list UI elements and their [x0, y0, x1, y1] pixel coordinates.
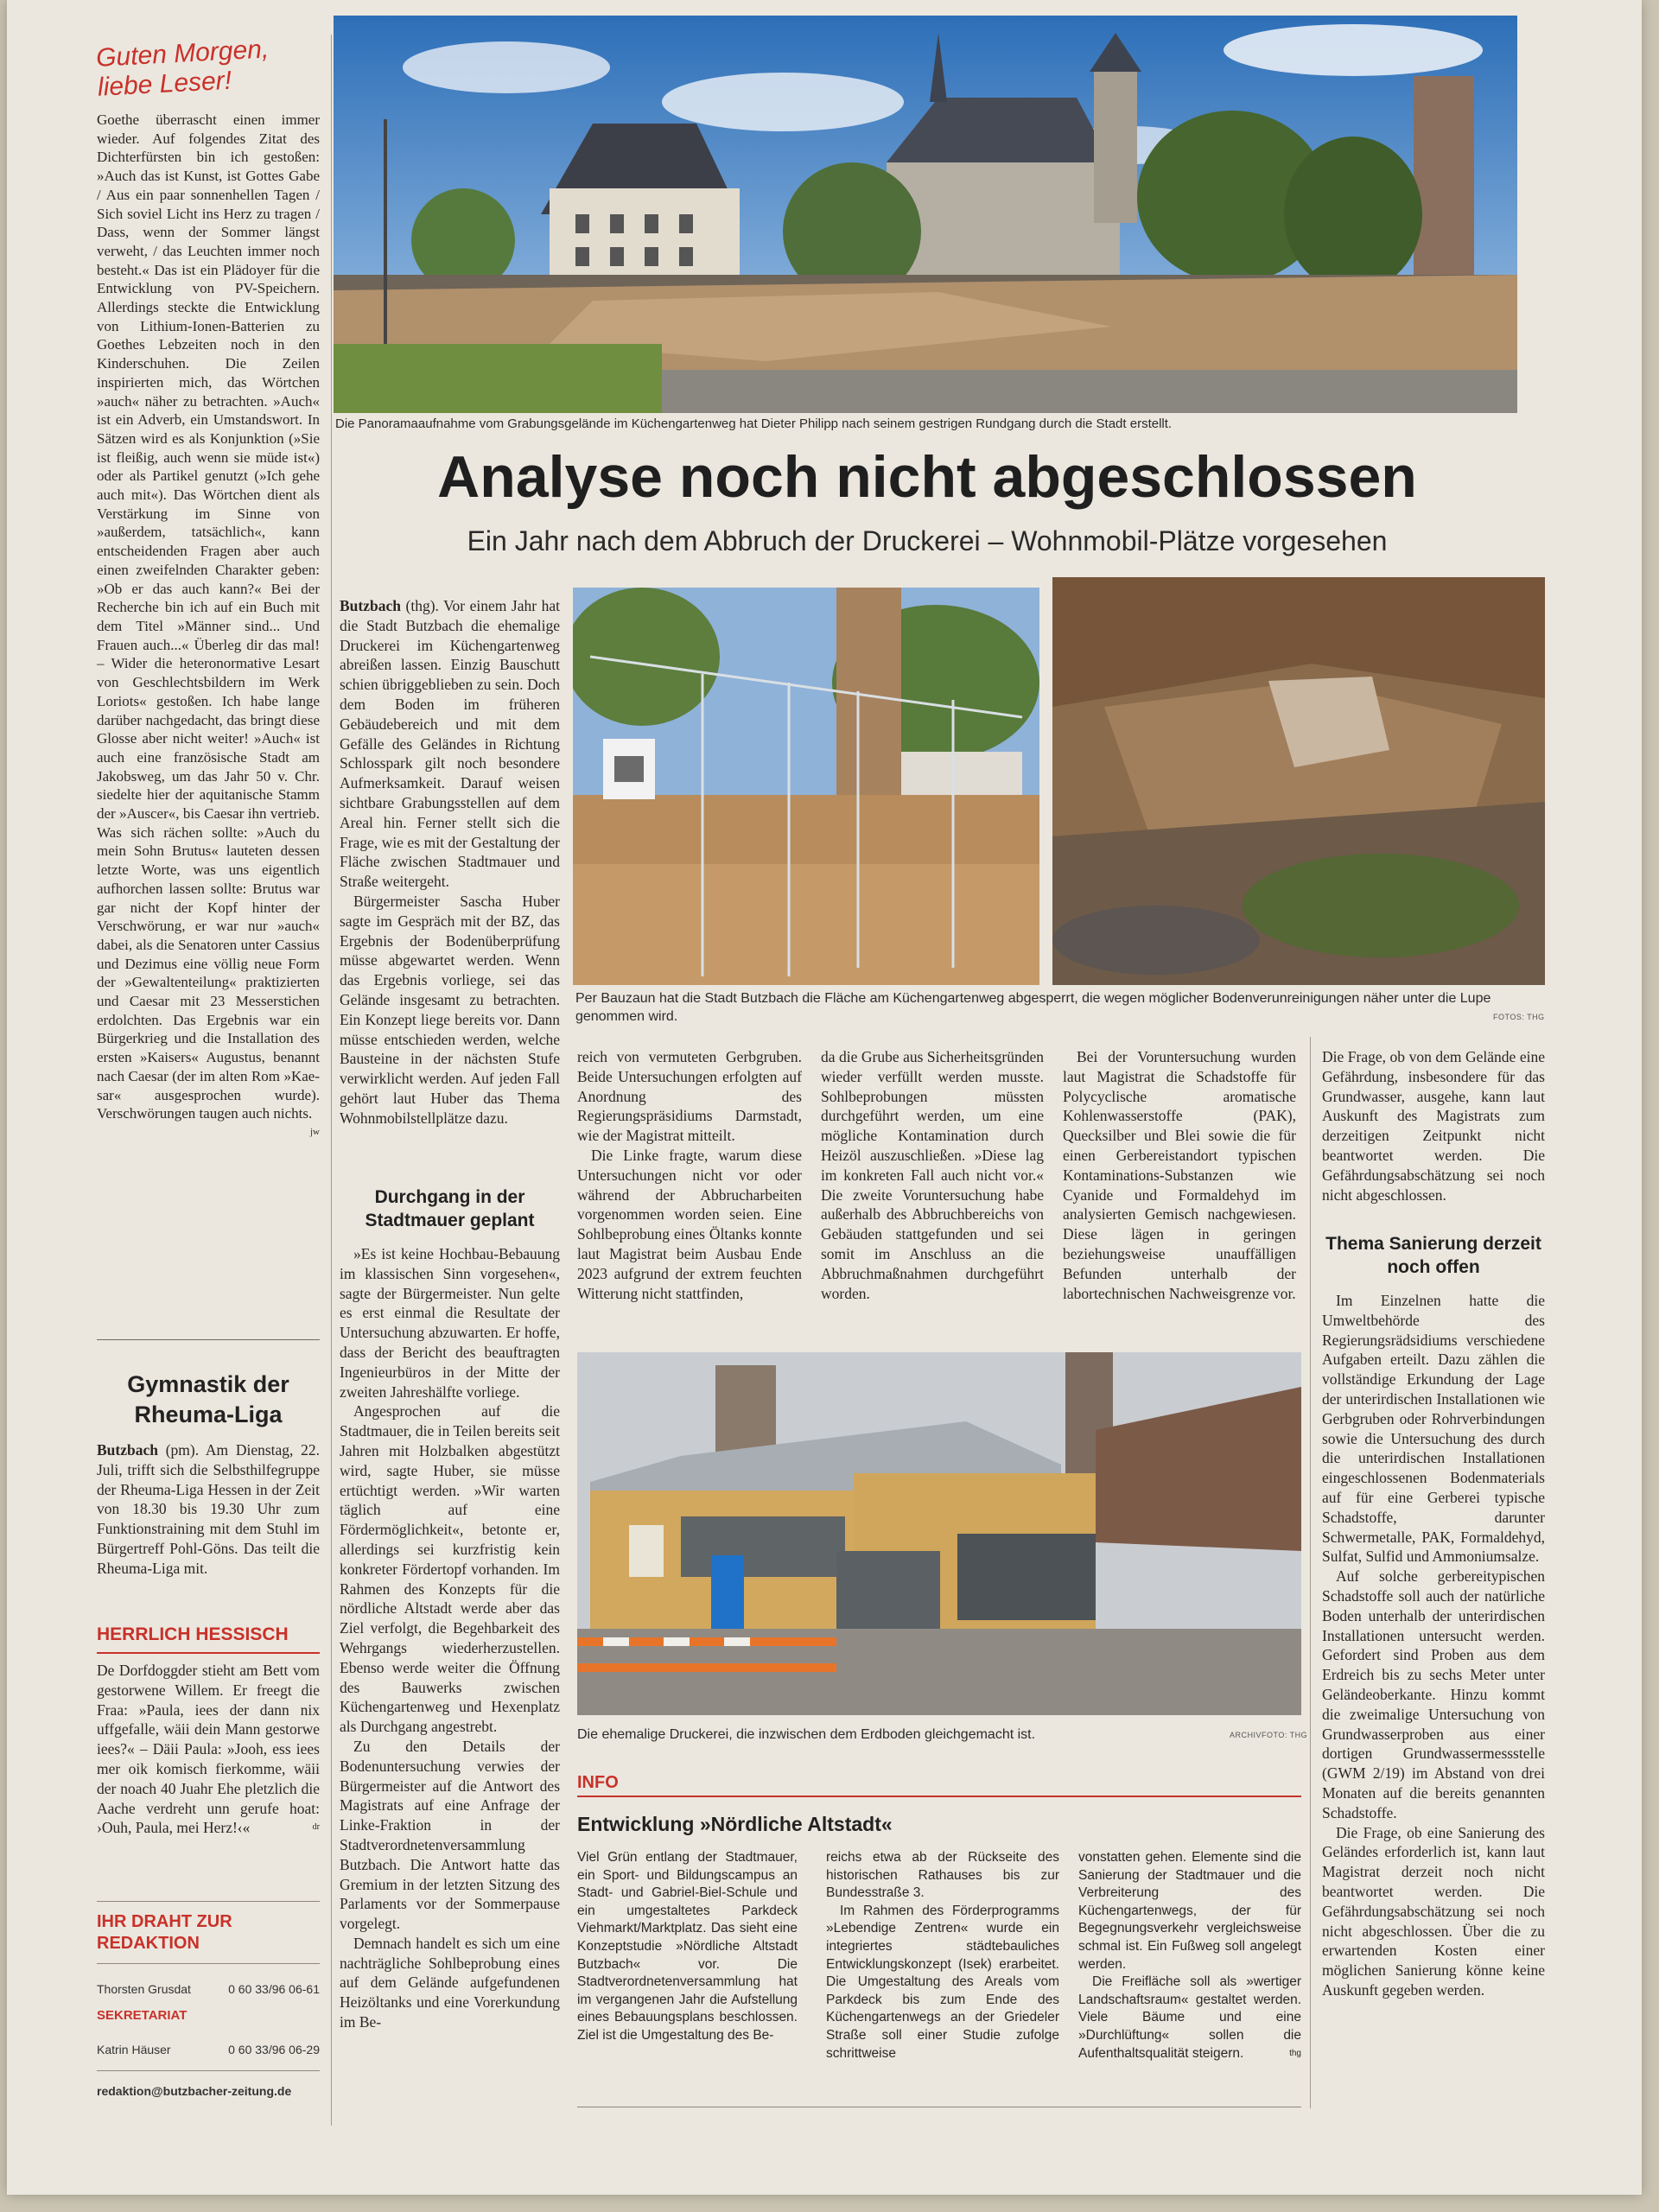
- gymnastik-headline: Gymnastik der Rheuma-Liga: [127, 1371, 289, 1427]
- subheading-durchgang: Durchgang in der Stadtmauer geplant: [365, 1187, 535, 1230]
- info-col-2: reichs etwa ab der Rückseite des historischen Rathauses bis zur Bundesstraße 3. Im Rahmen des Förderprogramms »Lebendige Zentren« wurde ein integriertes städtebauliches Entwicklungskonzept (Isek) erarbeitet. Die Umgestaltung des Areals vom Parkdeck bis zum Ende des Küchengartenwegs an der Griedeler Straße soll einer Studie zufolge schrittweise: [826, 1850, 1059, 2061]
- kontakt-email[interactable]: redaktion@butzbacher-zeitung.de: [97, 2084, 292, 2098]
- article-col-4: Bei der Voruntersuchung wurden laut Magistrat die Schadstoffe für Polycyclische aromatische Kohlenwasserstoffe (PAK), Quecksilber und Blei sowie die für einen Gerbereistandort typischen Kontaminations-Substanzen wie Cyanide und Formaldehyd im analysierten Gemisch nachgewiesen. Diese lägen in geringen beziehungsweise unauffälligen Befunden unterhalb der labortechnischen Nachweisgrenze vor.: [1063, 1048, 1296, 1302]
- bottom-credit: ARCHIVFOTO: THG: [1230, 1731, 1308, 1739]
- info-col-3: vonstatten gehen. Elemente sind die Sanierung der Stadtmauer und die Verbreiterung des Küchengartenwegs, der für Begegnungsverkehr vergleichsweise schmal ist. Ein Fußweg soll angelegt werden. Die Freifläche soll als »wertiger Landschaftsraum« gestaltet werden. Viele Bäume und eine »Durchlüftung« sollen die Aufenthaltsqualität steigern. thg: [1078, 1850, 1301, 2061]
- kontakt-label: IHR DRAHT ZUR REDAKTION: [97, 1912, 232, 1953]
- mid-caption: Per Bauzaun hat die Stadt Butzbach die Fläche am Küchengartenweg abgesperrt, die wegen möglicher Bodenverunreinigungen näher unter die Lupe genommen wird.: [575, 991, 1491, 1024]
- gymnastik-text: Butzbach (pm). Am Dienstag, 22. Juli, trifft sich die Selbsthilfegruppe der Rheuma-Liga Hessen in der Zeit von 18.30 bis 19.30 Uhr zum Funktionstraining mit dem Stuhl im Bürgertreff Pohl-Göns. Das teilt die Rheuma-Liga mit.: [97, 1441, 320, 1577]
- article-col-1: Butzbach (thg). Vor einem Jahr hat die Stadt Butzbach die ehemalige Druckerei im Küchengartenweg abreißen lassen. Einzig Bauschutt schien übriggeblieben zu sein. Doch dem Boden im früheren Gebäudebereich und mit dem Gefälle des Geländes in Richtung Schlosspark gilt noch besondere Aufmerksamkeit. Darauf weisen sichtbare Grabungsstellen auf dem Areal hin. Ferner stellt sich die Frage, wie es mit der Gestaltung der Fläche zwischen Stadtmauer und Straße weitergeht. Bürgermeister Sascha Huber sagte im Gespräch mit der BZ, das Ergebnis der Bodenüberprüfung müsse abgewartet werden. Wenn das Ergebnis vorliege, sei das Gelände insgesamt zu betrachten. Ein Konzept liege bereits vor. Dann müsse entschieden werden, welche Bausteine in der nächsten Stufe verwirklicht werden. Auf jeden Fall gehört laut Huber das Thema Wohnmobilstellplätze dazu.: [340, 597, 560, 1127]
- former-printing-house-photo: [577, 1352, 1301, 1715]
- bottom-caption: Die ehemalige Druckerei, die inzwischen dem Erdboden gleichgemacht ist.: [577, 1727, 1036, 1742]
- glosse-signature: jw: [310, 1126, 320, 1137]
- panorama-caption: Die Panoramaaufnahme vom Grabungsgelände im Küchengartenweg hat Dieter Philipp nach seinem gestrigen Rundgang durch die Stadt erstellt.: [335, 416, 1173, 431]
- panorama-photo: [334, 16, 1517, 413]
- hessisch-label: HERRLICH HESSISCH: [97, 1624, 289, 1644]
- article-col-2: reich von vermuteten Gerbgruben. Beide Untersuchungen erfolgten auf Anordnung des Regierungspräsidiums Darmstadt, wie der Magistrat mitteilt. Die Linke fragte, warum diese Untersuchungen nicht vor oder während der Abbrucharbeiten vorgenommen worden seien. Eine Sohlbeprobung eines Öltanks konnte laut Magistrat beim Ausbau Ende 2023 aufgrund der extrem feuchten Witterung nicht stattfinden,: [577, 1048, 802, 1302]
- sekretariat-label: SEKRETARIAT: [97, 2008, 188, 2023]
- kontakt-row-2: Katrin Häuser 0 60 33/96 06-29: [97, 2043, 320, 2056]
- kontakt-row-1: Thorsten Grusdat 0 60 33/96 06-61: [97, 1982, 320, 1996]
- main-headline: Analyse noch nicht abgeschlossen: [437, 444, 1417, 510]
- info-headline: Entwicklung »Nördliche Altstadt«: [577, 1813, 893, 1835]
- info-col-1: Viel Grün entlang der Stadtmauer, ein Sport- und Bildungscampus an Stadt- und Gabriel-Biel-Schule und ein umgestaltetes Parkdeck Viehmarkt/Marktplatz. Das sieht eine Konzeptstudie »Nördliche Altstadt Butzbach« vor. Die Stadtverordnetenversammlung hat im vergangenen Jahr die Aufstellung eines Bebauungsplans beschlossen. Ziel ist die Umgestaltung des Be-: [577, 1850, 798, 2043]
- excavation-photo: [1052, 577, 1545, 985]
- hessisch-text: De Dorfdoggder stieht am Bett vom gestorwene Willem. Er freegt die Fraa: »Paula, iees der dann nix uffgefalle, wäii dein Mann gestorwe iees?« – Däii Paula: »Jooh, ess iees mer oik komisch fierkomme, wäii der noach 40 Juahr Ehe pletzlich die Aache verdreht unn gerufe hoat: ›Ouh, Paula, mei Herz!‹« dr: [97, 1662, 320, 1837]
- subheading-sanierung: Thema Sanierung derzeit noch offen: [1325, 1234, 1541, 1277]
- glosse-text: Goethe überrascht einen immer wieder. Auf folgendes Zitat des Dichterfürsten bin ich gestoßen: »Auch das ist Kunst, ist Gottes Gabe / Aus ein paar sonnenhellen Tagen / Sich soviel Licht ins Herz zu tragen / Dass, wenn der Sommer längst verweht, / das Leuchten immer noch besteht.« Das ist ein Plädoyer für die Entwicklung von PV-Speichern. Allerdings steckte die Entwicklung von Lithium-Ionen-Batterien zu Goethes Lebzeiten noch in den Kinderschuhen. Die Zeilen inspirierten mich, das Wörtchen »auch« näher zu betrachten. »Auch« ist ein Adverb, ein Umstandswort. In Sätzen wird es als Konjunktion (»Sie ist fleißig, auch wenn sie müde ist«) oder als Partikel genutzt (»Ich gehe auch mit«). Das Wörtchen dient als Verstärkung im Sinne von »außerdem, tatsächlich«, kann entscheidenden Fragen aber auch einen zweifelnden Charakter geben: »Ob er das auch kann?« Bei der Recherche bin ich auf ein Buch mit dem Titel »Männer sind... Und Frauen auch...« Überleg dir das mal! – Wider die heteronormative Lesart von Geschlechtsbildern im Werk Loriots« gestoßen. Ich habe lange darüber nachgedacht, das bringt diese Glosse aber nicht weiter! »Auch« ist auch eine französische Stadt am Jakobsweg, um das Jahr 50 v. Chr. siedelte hier der aquitanische Stamm der »Auscer«, bis Caesar ihn vertrieb. Was sich rächen sollte: »Auch du mein Sohn Brutus« lauteten dessen letzte Worte, was uns eigentlich aufhorchen lassen sollte: Brutus war gar nicht der Kopf hinter der Verschwörung, er war nur »auch« dabei, als die Senatoren unter Cassius und Dezimus eine völlig neue Form der »Gewaltenteilung« praktizierten und Caesar mit 23 Messerstichen erdolchten. Das Ergebnis war ein Bürgerkrieg und die Installation des ersten »Kaisers« Augustus, benannt nach Caesar (der im alten Rom »Kae-sar« ausgesprochen wurde). Verschwörungen taugen auch nichts. jw: [97, 111, 320, 1303]
- article-col-5-cont: Im Einzelnen hatte die Umweltbehörde des Regierungsrädsidiums verschiedene Aufgaben erteilt. Dazu zählen die vollständige Erkundung der Lage der unterirdischen Installationen wie Gerbgruben oder Rohrverbindungen sowie die Untersuchung des durch die unterirdischen Installationen eingeschlossenen Bodenmaterials auf für eine Gerberei typische Schadstoffe, darunter Schwermetalle, PAK, Formaldehyd, Sulfat, Sulfid und Ammoniumsalze. Auf solche gerbereitypischen Schadstoffe soll auch der natürliche Boden unterhalb der unterirdischen Installationen untersucht werden. Gefordert sind Proben aus dem Erdreich bis zu sechs Meter unter Geländeoberkante. Hinzu kommt die zweimalige Untersuchung von Grundwasserproben aus einer dortigen Grundwassermessstelle (GWM 2/19) im Abstand von drei Monaten auf die bereits genannten Schadstoffe. Die Frage, ob eine Sanierung des Geländes erforderlich ist, kann laut Magistrat derzeit noch nicht beantwortet werden. Die Gefährdungsabschätzung sei noch nicht abgeschlossen. Über die zu erwartenden Kosten einer möglichen Sanierung könne keine Auskunft gegeben werden.: [1322, 1292, 1545, 1999]
- sub-headline: Ein Jahr nach dem Abbruch der Druckerei – Wohnmobil-Plätze vorgesehen: [467, 525, 1388, 556]
- construction-fence-photo: [573, 588, 1039, 985]
- article-col-1-cont: »Es ist keine Hochbau-Bebauung im klassischen Sinn vorgesehen«, sagte der Bürgermeister. Nun gelte es erst einmal die Resultate der Untersuchung abzuwarten. Er hoffe, dass der Bericht des beauftragten Ingenieurbüros in der Mitte der zweiten Jahreshälfte vorliege. Angesprochen auf die Stadtmauer, die in Teilen bereits seit Jahren mit Holzbalken abgestützt wird, sagte Huber, sie müsse ertüchtigt werden. »Wir warten täglich auf eine Fördermöglichkeit«, betonte er, allerdings sei kurzfristig kein konkreter Fördertopf vorhanden. Im Rahmen des Konzepts für die nördliche Altstadt werde aber das Ziel verfolgt, die Begehbarkeit des Wehrgangs wiederherzustellen. Ebenso werde weiter die Öffnung des Bauwerks zwischen Küchengartenweg und Hexenplatz als Durchgang angestrebt. Zu den Details der Bodenuntersuchung verwies der Bürgermeister auf die Antwort des Magistrats auf eine Anfrage der Linke-Fraktion in der Stadtverordnetenversammlung Butzbach. Die Antwort hatte das Gremium in der letzten Sitzung des Parlaments vor der Sommerpause vorgelegt. Demnach handelt es sich um eine nachträgliche Sohlbeprobung eines auf dem Gelände aufgefundenen Heizöltanks und eine Vorerkundung im Be-: [340, 1245, 560, 2031]
- greeting-heading: Guten Morgen, liebe Leser!: [95, 35, 270, 102]
- info-label: INFO: [577, 1773, 619, 1792]
- article-col-5: Die Frage, ob von dem Gelände eine Gefährdung, insbesondere für das Grundwasser, ausgehe, kann laut Auskunft des Magistrats zum derzeitigen Zeitpunkt nicht beantwortet werden. Die Gefährdungsabschätzung sei noch nicht abgeschlossen.: [1322, 1048, 1545, 1204]
- mid-credit: FOTOS: THG: [1493, 1013, 1545, 1021]
- newspaper-page: [7, 0, 1642, 2195]
- article-col-3: da die Grube aus Sicherheitsgründen wieder verfüllt werden musste. Sohlbeprobungen müssten durchgeführt werden, um eine mögliche Kontamination durch Heizöl auszuschließen. »Diese lag im konkreten Fall auch nicht vor.« Die zweite Voruntersuchung habe außerhalb des Abbruchbereichs von Gebäuden stattgefunden und sei somit im Anschluss an die Abbruchmaßnahmen durchgeführt worden.: [821, 1048, 1044, 1302]
